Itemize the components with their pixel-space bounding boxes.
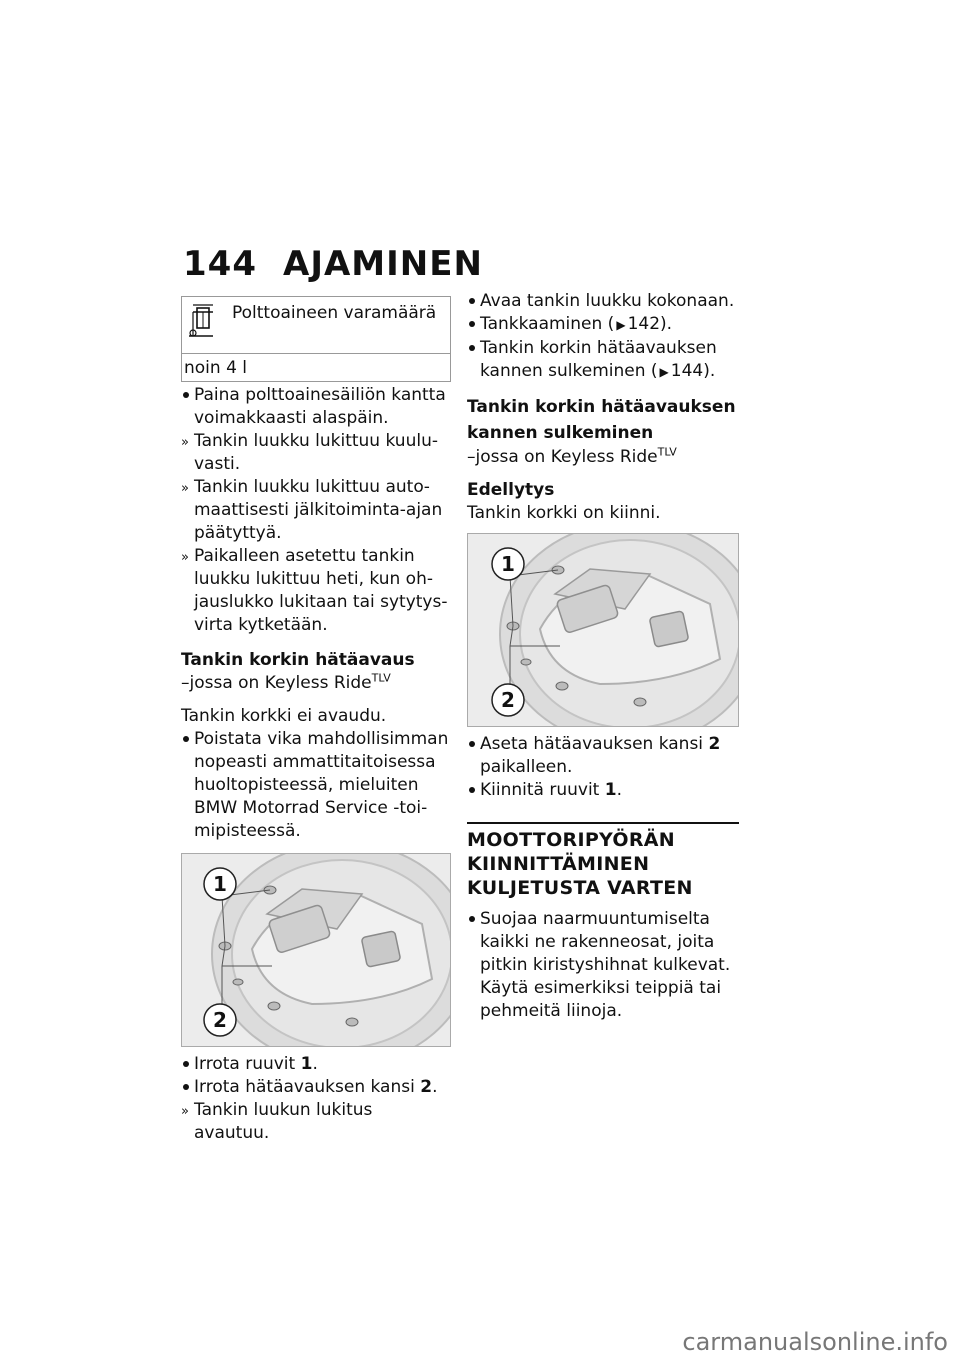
part-number: 1: [300, 1054, 313, 1074]
fuel-cap-illustration: [182, 854, 450, 1046]
list-item-end: .: [616, 780, 622, 800]
figure-label-2: 2: [213, 1008, 227, 1032]
list-item: [181, 1099, 451, 1145]
list-item-text: Tankin luukku lukittuu automaattisesti jälkitoiminta-ajan päätyttyä.: [194, 477, 443, 543]
page-header: [183, 244, 483, 284]
condition-note: Tankin korkki ei avaudu.: [181, 706, 387, 726]
list-item: [181, 728, 451, 843]
equipment-text: –jossa on Keyless Ride: [467, 447, 658, 467]
equipment-note: [181, 672, 451, 695]
result-marker: »: [181, 1104, 189, 1119]
list-item: [181, 476, 451, 545]
list-item-text: Paina polttoainesäiliön kantta voimakkaasti alaspäin.: [194, 385, 446, 428]
list-item: [467, 779, 739, 802]
result-marker: »: [181, 550, 189, 565]
list-item-text: Kiinnitä ruuvit: [480, 780, 605, 800]
subheading-emergency-release: Tankin korkin hätäavaus: [181, 650, 415, 670]
list-item: [467, 290, 739, 313]
list-item: [467, 733, 739, 779]
page-reference[interactable]: 144).: [670, 361, 716, 381]
list-item: [181, 1053, 451, 1076]
list-item-text: Suojaa naarmuuntumiselta kaikki ne rakenneosat, joita pitkin kiristyshihnat kulkevat. Käytä esimerkiksi teippiä tai pehmeitä liinoja.: [480, 909, 731, 1021]
fuel-cap-figure: [181, 853, 451, 1047]
list-item: [467, 337, 739, 384]
list-item-text: Tankin luukku lukittuu kuuluvasti.: [194, 431, 438, 474]
list-item: [181, 384, 451, 430]
list-item-text: Aseta hätäavauksen kansi: [480, 734, 709, 754]
remove-steps: [181, 1053, 451, 1145]
list-item-text: Poistata vika mahdollisimman nopeasti ammattitaitoisessa huoltopisteessä, mieluiten BMW Motorrad Service -toimipisteessä.: [194, 729, 449, 841]
equipment-text: –jossa on Keyless Ride: [181, 673, 372, 693]
result-marker: »: [181, 481, 189, 496]
fuel-cap-illustration-2: [468, 534, 738, 726]
part-number: 2: [420, 1077, 433, 1097]
list-item: [181, 1076, 451, 1099]
watermark: carmanualsonline.info: [682, 1328, 948, 1356]
result-marker: »: [181, 435, 189, 450]
figure-label-1: 1: [501, 552, 515, 576]
left-column: [181, 296, 451, 1145]
page-reference-icon: ▶: [616, 318, 626, 332]
page-number: 144: [183, 244, 257, 284]
fuel-pump-icon: [184, 302, 224, 345]
list-item-end: .: [432, 1077, 438, 1097]
list-item: [181, 545, 451, 637]
list-item-end: paikalleen.: [480, 757, 573, 777]
list-item-end: .: [312, 1054, 318, 1074]
list-item-text: Irrota hätäavauksen kansi: [194, 1077, 421, 1097]
list-item: [181, 430, 451, 476]
list-item-text: Paikalleen asetettu tankin luukku lukittuu heti, kun ohjauslukko lukitaan tai sytytysvirta kytketään.: [194, 546, 448, 635]
list-item-text: Avaa tankin luukku kokonaan.: [480, 291, 735, 311]
fuel-reserve-header: [182, 297, 450, 354]
condition-text: Tankin korkki on kiinni.: [467, 503, 661, 523]
list-item: [467, 313, 739, 337]
lock-steps: [181, 384, 451, 637]
right-column: [467, 290, 739, 1023]
equipment-sup: TLV: [371, 671, 391, 685]
list-item-text: Tankkaaminen (: [480, 314, 615, 334]
fuel-reserve-label: Polttoaineen varamäärä: [232, 303, 437, 323]
chapter-title: AJAMINEN: [283, 244, 483, 284]
list-item-text: Tankin korkin hätäavauksen kannen sulkeminen (: [480, 338, 717, 381]
condition-heading: Edellytys: [467, 480, 555, 500]
equipment-note: [467, 446, 739, 469]
fuel-cap-figure-2: [467, 533, 739, 727]
list-item-text: Tankin luukun lukitus avautuu.: [194, 1100, 373, 1143]
subheading-close-cover: Tankin korkin hätäavauksen kannen sulkeminen: [467, 397, 736, 443]
figure-label-1: 1: [213, 872, 227, 896]
figure-label-2: 2: [501, 688, 515, 712]
page-reference[interactable]: 142).: [627, 314, 673, 334]
fuel-reserve-box: [181, 296, 451, 382]
part-number: 2: [708, 734, 721, 754]
equipment-sup: TLV: [657, 445, 677, 459]
list-item-text: Irrota ruuvit: [194, 1054, 301, 1074]
install-steps: [467, 733, 739, 802]
part-number: 1: [604, 780, 617, 800]
page-reference-icon: ▶: [659, 365, 669, 379]
list-item: [467, 908, 739, 1023]
section-title-transport: MOOTTORIPYÖRÄN KIINNITTÄMINEN KULJETUSTA VARTEN: [467, 822, 739, 900]
fuel-reserve-value: noin 4 l: [184, 358, 248, 378]
